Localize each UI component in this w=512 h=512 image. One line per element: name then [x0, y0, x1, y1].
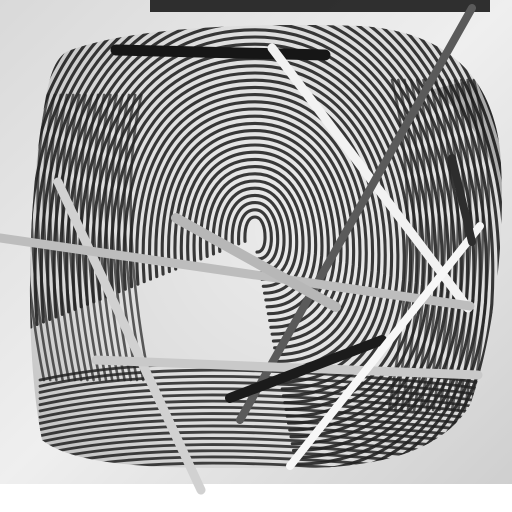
bottom-white-band: [0, 484, 512, 512]
black-line-top: [116, 50, 325, 55]
top-printed-text-fragment: [150, 0, 490, 12]
